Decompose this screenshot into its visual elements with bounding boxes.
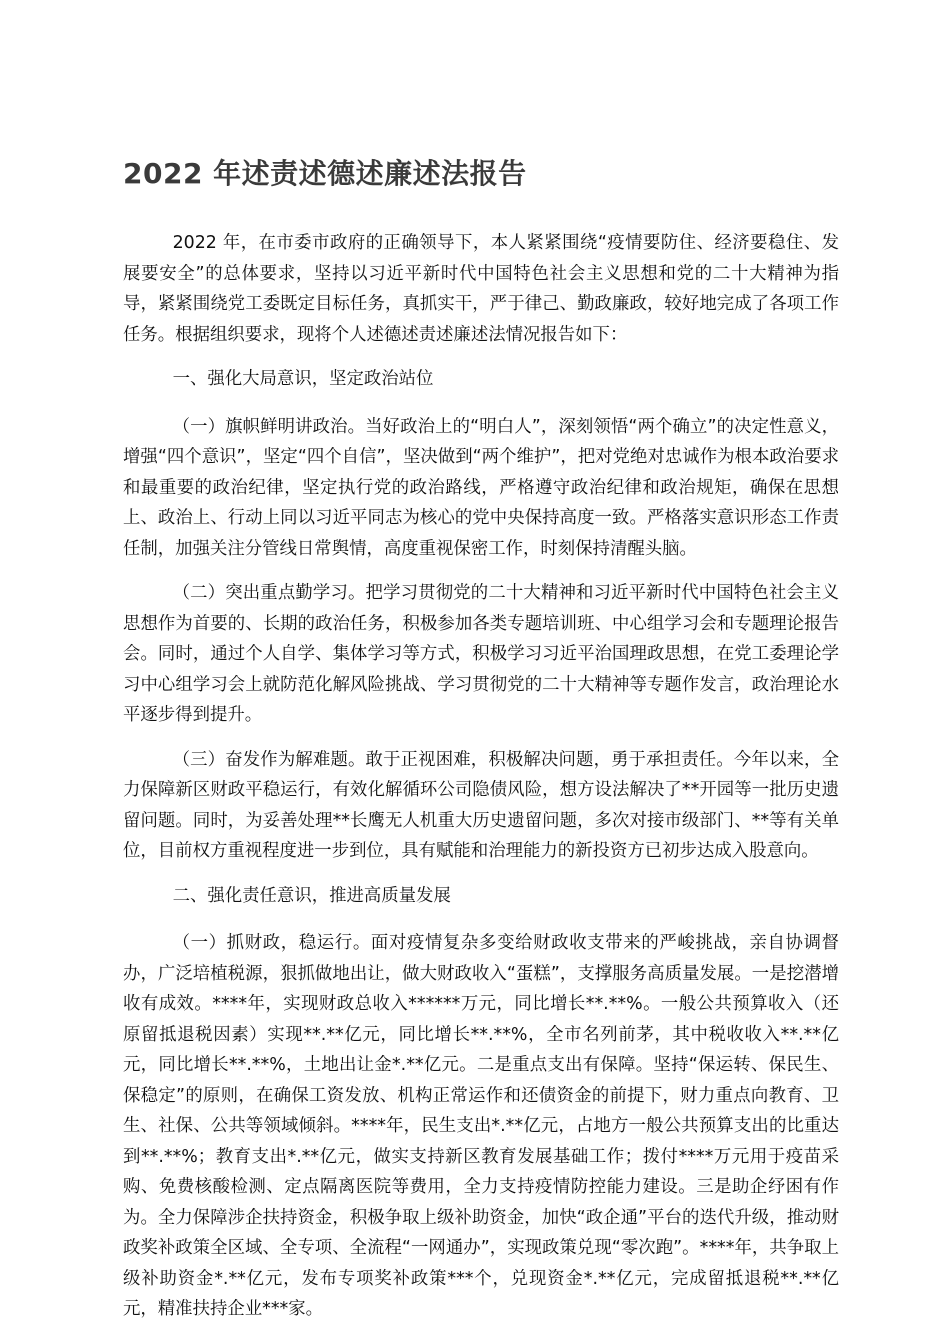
section-1-paragraph-1: （一）旗帜鲜明讲政治。当好政治上的“明白人”，深刻领悟“两个确立”的决定性意义，增强“四个意识”，坚定“四个自信”，坚决做到“两个维护”，把对党绝对忠诚作为根本政治要求和最重要的政治纪律，坚定执行党的政治路线，严格遵守政治纪律和政治规矩，确保在思想上、政治上、行动上同以习近平同志为核心的党中央保持高度一致。严格落实意识形态工作责任制，加强关注分管线日常舆情，高度重视保密工作，时刻保持清醒头脑。 [123,416,839,559]
section-1-heading: 一、强化大局意识，坚定政治站位 [172,369,434,389]
section-1-paragraph-2: （二）突出重点勤学习。把学习贯彻党的二十大精神和习近平新时代中国特色社会主义思想作为首要的、长期的政治任务，积极参加各类专题培训班、中心组学习会和专题理论报告会。同时，通过个人自学、集体学习等方式，积极学习习近平治国理政思想，在党工委理论学习中心组学习会上就防范化解风险挑战、学习贯彻党的二十大精神等专题作发言，政治理论水平逐步得到提升。 [123,583,839,725]
section-2-heading: 二、强化责任意识，推进高质量发展 [172,885,451,906]
document-page [123,150,839,1339]
section-1-paragraph-3: （三）奋发作为解难题。敢于正视困难，积极解决问题，勇于承担责任。今年以来，全力保障新区财政平稳运行，有效化解循环公司隐债风险，想方设法解决了**开园等一批历史遗留问题。同时，为妥善处理**长鹰无人机重大历史遗留问题，多次对接市级部门、**等有关单位，目前权方重视程度进一步到位，具有赋能和治理能力的新投资方已初步达成入股意向。 [123,749,839,861]
section-2-paragraph-1: （一）抓财政，稳运行。面对疫情复杂多变给财政收支带来的严峻挑战，亲自协调督办，广泛培植税源，狠抓做地出让，做大财政收入“蛋糕”，支撑服务高质量发展。一是挖潜增收有成效。****年，实现财政总收入******万元，同比增长**.**%。一般公共预算收入（还原留抵退税因素）实现**.**亿元，同比增长**.**%，全市名列前茅，其中税收收入**.**亿元，同比增长**.**%，土地出让金*.**亿元。二是重点支出有保障。坚持“保运转、保民生、保稳定”的原则，在确保工资发放、机构正常运作和还债资金的前提下，财力重点向教育、卫生、社保、公共等领域倾斜。****年，民生支出*.**亿元，占地方一般公共预算支出的比重达到**.**%；教育支出*.**亿元，做实支持新区教育发展基础工作；拨付****万元用于疫苗采购、免费核酸检测、定点隔离医院等费用，全力支持疫情防控能力建设。三是助企纾困有作为。全力保障涉企扶持资金，积极争取上级补助资金，加快“政企通”平台的迭代升级，推动财政奖补政策全区域、全专项、全流程“一网通办”，实现政策兑现“零次跑”。****年，共争取上级补助资金*.**亿元，发布专项奖补政策***个，兑现资金*.**亿元，完成留抵退税**.**亿元，精准扶持企业***家。 [123,933,839,1319]
intro-paragraph: 2022 年，在市委市政府的正确领导下，本人紧紧围绕“疫情要防住、经济要稳住、发展要安全”的总体要求，坚持以习近平新时代中国特色社会主义思想和党的二十大精神为指导，紧紧围绕党工委既定目标任务，真抓实干，严于律己、勤政廉政，较好地完成了各项工作任务。根据组织要求，现将个人述德述责述廉述法情况报告如下： [123,233,839,345]
document-title: 2022 年述责述德述廉述法报告 [123,157,527,190]
